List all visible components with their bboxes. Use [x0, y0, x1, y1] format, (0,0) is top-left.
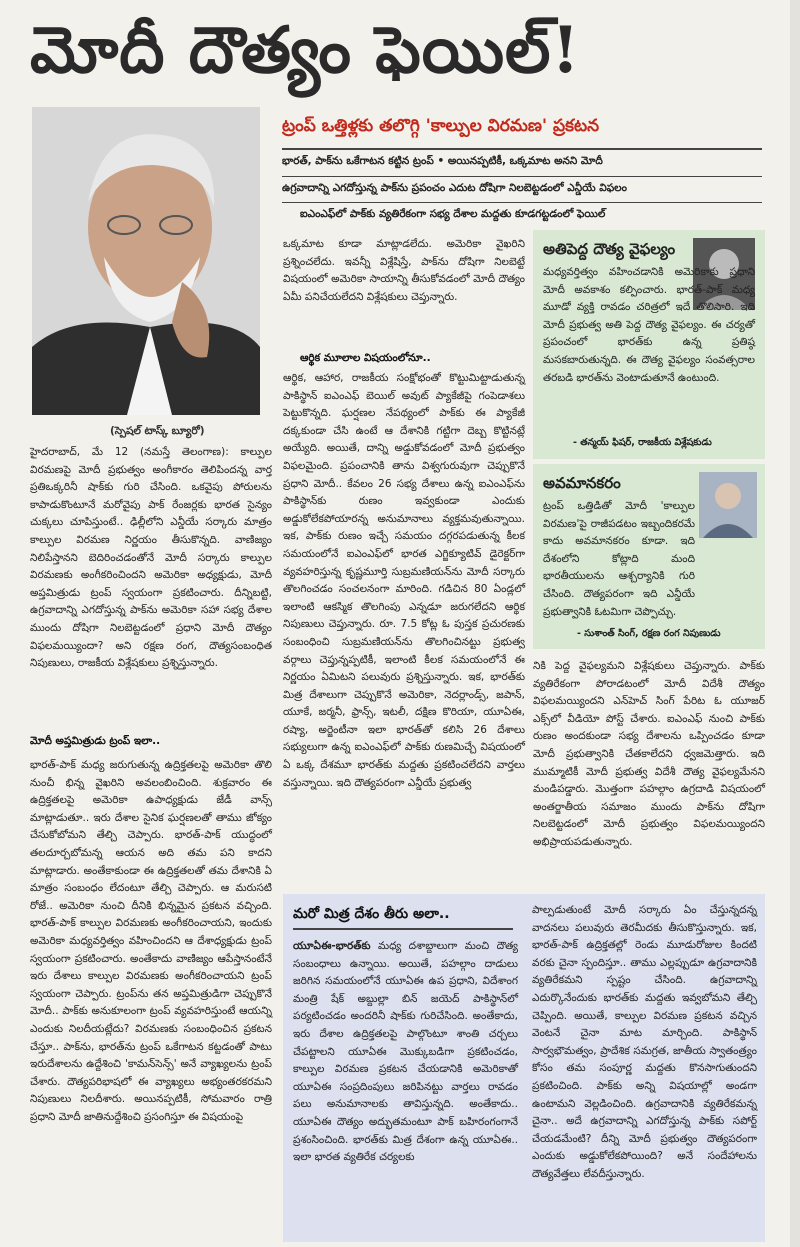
- subheadline: ట్రంప్ ఒత్తిళ్లకు తలొగ్గి 'కాల్పుల విరమణ' ప్రకటన: [282, 116, 599, 136]
- opinion-box-failure: [533, 230, 765, 459]
- headline: మోదీ దౌత్యం ఫెయిల్!: [30, 13, 581, 88]
- sidebar-title-underline: [293, 928, 513, 930]
- opinion-box-insult-title: అవమానకరం: [543, 474, 621, 492]
- modi-photo: [32, 107, 260, 415]
- opinion-box-insult: [533, 464, 765, 649]
- deck-line-2: ఉగ్రవాదాన్ని ఎగదోస్తున్న పాక్‌ను ప్రపంచం ఎదుట దోషిగా నిలబెట్టడంలో ఎన్డీయే విఫలం: [282, 182, 627, 194]
- sidebar-left-body: మధ్య దశాబ్దాలుగా మంచి దౌత్య సంబంధాలు ఉన్నాయి. అయితే, పహల్గాం దాడులు జరిగిన సమయంలోనే యూఏఈ ఉప ప్రధాని, విదేశాంగ మంత్రి షేక్ అబ్దుల్లా బిన్ జయెద్ పాకిస్థాన్‌లో పర్యటించడం అందరినీ షాక్‌కు గురిచేసింది. అంతేకాదు, ఇరు దేశాల ఉద్రిక్తతలపై పాల్గొంటూ శాంతి చర్చలు చేపట్టాలని యూఏఈ మొక్కుబడిగా ప్రకటించడం, కాల్పుల విరమణ ప్రకటన చేయడానికి అమెరికాతో యూఏఈ సంప్రదింపులు జరిపినట్టు వార్తలు రావడం పలు అనుమానాలకు తావిస్తున్నది. అంతేకాదు.. యూఏఈ దౌత్యం అద్భుతమంటూ పాక్ బహిరంగంగానే ప్రశంసించింది. భారత్‌కు మిత్ర దేశంగా ఉన్న యూఏఈ.. ఇలా భారత వ్యతిరేక చర్యలకు: [293, 940, 522, 1164]
- sidebar-lead: యూఏఈ-భారత్‌కు: [293, 940, 371, 952]
- adjacent-page-edge: [790, 0, 800, 1247]
- photo-caption: (స్పెషల్ టాస్క్ బ్యూరో): [110, 425, 205, 437]
- opinion-box-failure-body: మధ్యవర్తిత్వం వహించడానికి అమెరికాకు ప్రధాని మోదీ అవకాశం కల్పించారు. భారత్-పాక్ మధ్య మూడో వ్యక్తి రావడం చరిత్రలో ఇదే తొలిసారి. ఇది మోదీ ప్రభుత్వ అతి పెద్ద దౌత్య వైఫల్యం. ఈ చర్యతో ప్రపంచంలో భారత్‌కు ఉన్న ప్రతిష్ఠ మసకబారుతున్నది. ఈ దౌత్య వైఫల్యం సంవత్సరాల తరబడి భారత్‌ను వెంటాడుతూనే ఉంటుంది.: [543, 266, 759, 384]
- divider-2: [282, 202, 762, 203]
- sidebar-uae-china: [283, 894, 765, 1242]
- column-3-body: నికి పెద్ద వైఫల్యమని విశ్లేషకులు చెప్తున్నారు. పాక్‌కు వ్యతిరేకంగా పోరాడటంలో మోదీ విదేశీ దౌత్యం విఫలమయ్యిందని ఎన్‌హెచ్ సింగ్ పేరిట ఓ యూజర్ ఎక్స్‌లో వీడియో పోస్ట్ చేశారు. ఐఎంఎఫ్ నుంచి పాక్‌కు రుణం అందకుండా సభ్య దేశాలను ఒప్పించడం కూడా మోదీ ప్రభుత్వానికి చేతకాలేదని ధ్వజమెత్తారు. ఇది ముమ్మాటికీ మోదీ ప్రభుత్వ విదేశీ దౌత్య వైఫల్యమేనని మండిపడ్డారు. మొత్తంగా పహల్గాం ఉగ్రదాడి విషయంలో అంతర్జాతీయ సమాజం ముందు పాక్‌ను దోషిగా నిలబెట్టడంలో మోదీ ప్రభుత్వం విఫలమయ్యిందని అభిప్రాయపడుతున్నారు.: [533, 660, 769, 848]
- opinion-box-failure-title: అతిపెద్ద దౌత్య వైఫల్యం: [543, 240, 676, 258]
- opinion-box-failure-byline: - తన్మయ్ ఫిషర్, రాజకీయ విశ్లేషకుడు: [573, 437, 712, 448]
- deck-line-1: భారత్, పాక్‌ను ఒకేగాటన కట్టిన ట్రంప్ • అయినప్పటికీ, ఒక్కమాట అనని మోదీ: [282, 155, 603, 167]
- divider-top: [282, 148, 762, 150]
- sidebar-left-text: [293, 938, 522, 1238]
- opinion-box-insult-byline: - సుశాంత్ సింగ్, రక్షణ రంగ నిపుణుడు: [577, 628, 721, 639]
- column-2-intro: ఒక్కమాట కూడా మాట్లాడలేదు. అమెరికా వైఖరిని ప్రశ్నించలేదు. ఇవన్నీ విశ్లేషిస్తే, పాక్‌ను దోషిగా నిలబెట్టే విషయంలో అమెరికా సాయాన్ని తీసుకోవడంలో మోదీ దౌత్యం ఏమీ పనిచేయలేదని విశ్లేషకులు చెప్తున్నారు.: [283, 238, 529, 303]
- person-icon: [699, 472, 757, 538]
- sidebar-right-text: పాల్పడుతుంటే మోదీ సర్కారు ఏం చేస్తున్నదన్న వాదనలు పలువురు తెరమీదకు తీసుకొస్తున్నారు. ఇక, భారత్-పాక్ ఉద్రిక్తతల్లో రెండు మూడురోజుల కిందటి వరకు చైనా స్పందిస్తూ.. తాము ఎల్లప్పుడూ ఉగ్రవాదానికి వ్యతిరేకమని స్పష్టం చేసింది. ఉగ్రవాదాన్ని ఎదుర్కొనేందుకు భారత్‌కు మద్దతు ఇవ్వబోమని తేల్చి చెప్పింది. అయితే, కాల్పుల విరమణ ప్రకటన వచ్చిన వెంటనే చైనా మాట మార్చింది. పాకిస్థాన్ సార్వభౌమత్వం, ప్రాదేశిక సమగ్రత, జాతీయ స్వాతంత్ర్యం కోసం తమ సంపూర్ణ మద్దతు కొనసాగుతుందని ప్రకటించింది. పాక్‌కు అన్ని విషయాల్లో అండగా ఉంటామని వెల్లడించింది. ఉగ్రవాదానికి వ్యతిరేకమన్న చైనా.. అదే ఉగ్రవాదాన్ని ఎగదోస్తున్న పాక్‌కు సపోర్ట్ చేయడమేంటి? దీన్ని మోదీ ప్రభుత్వం దౌత్యపరంగా ఎందుకు అడ్డుకోలేకపోయింది? అనే సందేహాలను దౌత్యవేత్తలు లేవదీస్తున్నారు.: [532, 904, 761, 1180]
- columnist-photo-2: [699, 472, 757, 538]
- section-heading-economic: ఆర్థిక మూలాల విషయంలోనూ..: [300, 352, 431, 364]
- column-1-intro: హైదరాబాద్, మే 12 (నమస్తే తెలంగాణ): కాల్పుల విరమణపై మోదీ ప్రభుత్వం అంగీకారం తెలిపిందన్న వార్త ప్రతిఒక్కరినీ షాక్‌కు గురి చేసింది. ఒకవైపు పోరులను కాపాడుకొంటూనే మరోవైపు పాక్ రేంజర్లకు భారత సైన్యం చుక్కలు చూపిస్తుంటే.. ఢిల్లీలోని ఎన్డీయే సర్కారు మాత్రం కాల్పుల విరమణ నిర్ణయం తీసుకొన్నది. వాణిజ్యం నిలిపేస్తానని బెదిరించడంతోనే మోదీ సర్కారు కాల్పుల విరమణకు అంగీకరించిందని అమెరికా అధ్యక్షుడు, మోదీ అప్తమిత్రుడు ట్రంప్ స్వయంగా ప్రకటించారు. దీన్నిబట్టి, ఉగ్రవాదాన్ని ఎగదోస్తున్న పాక్‌ను అమెరికా సహా సభ్య దేశాల ముందు దోషిగా నిలబెట్టడంలో ప్రధాని మోదీ దౌత్యం విఫలమయ్యిందా? అని రక్షణ రంగ, దౌత్యసంబంధిత నిపుణులు, రాజకీయ విశ్లేషకులు ప్రశ్నిస్తున్నారు.: [30, 446, 276, 670]
- divider-1: [282, 176, 762, 177]
- column-2-body: ఆర్థిక, ఆహార, రాజకీయ సంక్షోభంతో కొట్టుమిట్టాడుతున్న పాకిస్థాన్ ఐఎంఎఫ్ బెయిల్ అవుట్ ప్యాకేజీపై గంపెడాశలు పెట్టుకొన్నది. ఘర్షణల నేపథ్యంలో పాక్‌కు ఈ ప్యాకేజీ దక్కకుండా చేసి ఉంటే ఆ దేశానికి గట్టిగా దెబ్బ కొట్టినట్లే అయ్యేది. అయితే, దాన్ని అడ్డుకోవడంలో మోదీ ప్రభుత్వం విఫలమైంది. ప్రపంచానికి తాను విశ్వగురువుగా చెప్పుకొనే ప్రధాని మోదీ.. కేవలం 26 సభ్య దేశాలు ఉన్న ఐఎంఎఫ్‌ను పాకిస్థాన్‌కు రుణం ఇవ్వకుండా ఎందుకు అడ్డుకోలేకపోయారన్న అనుమానాలు వ్యక్తమవుతున్నాయి. ఇక, పాక్‌కు రుణం ఇచ్చే సమయం దగ్గరపడుతున్న కీలక సమయంలోనే ఐఎంఎఫ్‌లో భారత ఎగ్జిక్యూటివ్ డైరెక్టర్‌గా వ్యవహరిస్తున్న కృష్ణమూర్తి సుబ్రమణియన్‌ను మోదీ సర్కారు తొలగించడం సంచలనంగా మారింది. గడిచిన 80 ఏండ్లలో ఇలాంటి ఆకస్మిక తొలగింపు ఎన్నడూ జరుగలేదని ఆర్థిక నిపుణులు చెప్తున్నారు. రూ. 7.5 కోట్ల ఓ పుస్తక ప్రచురణకు సంబంధించి సుబ్రమణియన్‌ను తొలగించినట్టు ప్రభుత్వ వర్గాలు చెప్తున్నప్పటికీ, ఇలాంటి కీలక సమయంలోనే ఈ నిర్ణయం ఏమిటని పలువురు ప్రశ్నిస్తున్నారు. ఇక, భారత్‌కు మిత్ర దేశాలుగా చెప్పుకొనే అమెరికా, నెదర్లాండ్స్, జపాన్, యూకే, జర్మనీ, ఫ్రాన్స్, ఇటలీ, దక్షిణ కొరియా, యూఏఈ, రష్యా, అర్జెంటీనా ఇలా భారత్‌తో కలిసి 26 దేశాలు సభ్యులుగా ఉన్న ఐఎంఎఫ్‌లో పాక్‌కు రుణమిచ్చే విషయంలో ఏ ఒక్క దేశమూ భారత్‌కు మద్దతు ప్రకటించలేదని వార్తలు వస్తున్నాయి. ఇది దౌత్యపరంగా ఎన్డీయే ప్రభుత్వ: [283, 372, 529, 789]
- portrait-illustration: [32, 107, 260, 415]
- section-heading-trump: మోదీ అప్తమిత్రుడు ట్రంప్ ఇలా..: [30, 735, 161, 747]
- deck-line-3: ఐఎంఎఫ్‌లో పాక్‌కు వ్యతిరేకంగా సభ్య దేశాల మద్దతు కూడగట్టడంలో ఫెయిల్: [300, 208, 606, 220]
- sidebar-title: మరో మిత్ర దేశం తీరు అలా..: [293, 906, 450, 922]
- opinion-box-insult-body: ట్రంప్ ఒత్తిడితో మోదీ 'కాల్పుల విరమణ'పై రాజీపడటం ఇబ్బందికరమే కాదు అవమానకరం కూడా. ఇది దేశంలోని కోట్లాది మంది భారతీయులను ఆశ్చర్యానికి గురి చేసింది. దౌత్యపరంగా ఇది ఎన్డీయే ప్రభుత్వానికి ఓటమిగా చెప్పొచ్చు.: [543, 500, 699, 618]
- column-1-body: భారత్-పాక్ మధ్య జరుగుతున్న ఉద్రిక్తతలపై అమెరికా తొలి నుంచీ భిన్న వైఖరిని అవలంబించింది. శుక్రవారం ఈ ఉద్రిక్తతలపై అమెరికా ఉపాధ్యక్షుడు జేడీ వాన్స్ మాట్లాడుతూ.. ఇరు దేశాల సైనిక ఘర్షణలతో తాము జోక్యం చేసుకోబోమని తేల్చి చెప్పారు. భారత్-పాక్ యుద్ధంలో తలదూర్చబోమన్న ఆయన అది తమ పని కాదని మాట్లాడారు. అంతేకాకుండా ఈ ఉద్రిక్తతలతో తమ దేశానికి ఏ మాత్రం సంబంధం లేదంటూ తేల్చి చెప్పారు. ఆ మరుసటి రోజే.. అమెరికా నుంచి దీనికి భిన్నమైన ప్రకటన వచ్చింది. భారత్-పాక్ కాల్పుల విరమణకు అంగీకరించాయని, ఇందుకు అమెరికా మధ్యవర్తిత్వం వహించిందని ఆ దేశాధ్యక్షుడు ట్రంప్ స్వయంగా ప్రకటించారు. అంతేకాదు వాణిజ్యం ఆపేస్తానంటేనే ఇరు దేశాలు కాల్పుల విరమణకు అంగీకరించాయని ట్రంప్ స్వయంగా చెప్పారు. ట్రంప్‌ను తన అప్తమిత్రుడిగా చెప్పుకొనే మోదీ.. పాక్‌కు అనుకూలంగా ట్రంప్ వ్యవహరిస్తుంటే ఆయన్ని ఎందుకు నిలదీయట్లేదు? విరమణకు సంబంధించిన ప్రకటన చేస్తూ.. పాక్‌ను, భారత్‌ను ట్రంప్ ఒకేగాటన కట్టడంతో పాటు ఇరుదేశాలను ఉద్దేశించి 'కామన్‌సెన్స్' అనే వ్యాఖ్యలను ట్రంప్ చేశారు. దౌత్యపరిభాషలో ఈ వ్యాఖ్యలు అభ్యంతరకరమని నిపుణులు నిలదీశారు. అయినప్పటికీ, సోమవారం రాత్రి ప్రధాని మోదీ జాతినుద్దేశించి ప్రసంగిస్తూ ఈ విషయంపై: [30, 759, 276, 1123]
